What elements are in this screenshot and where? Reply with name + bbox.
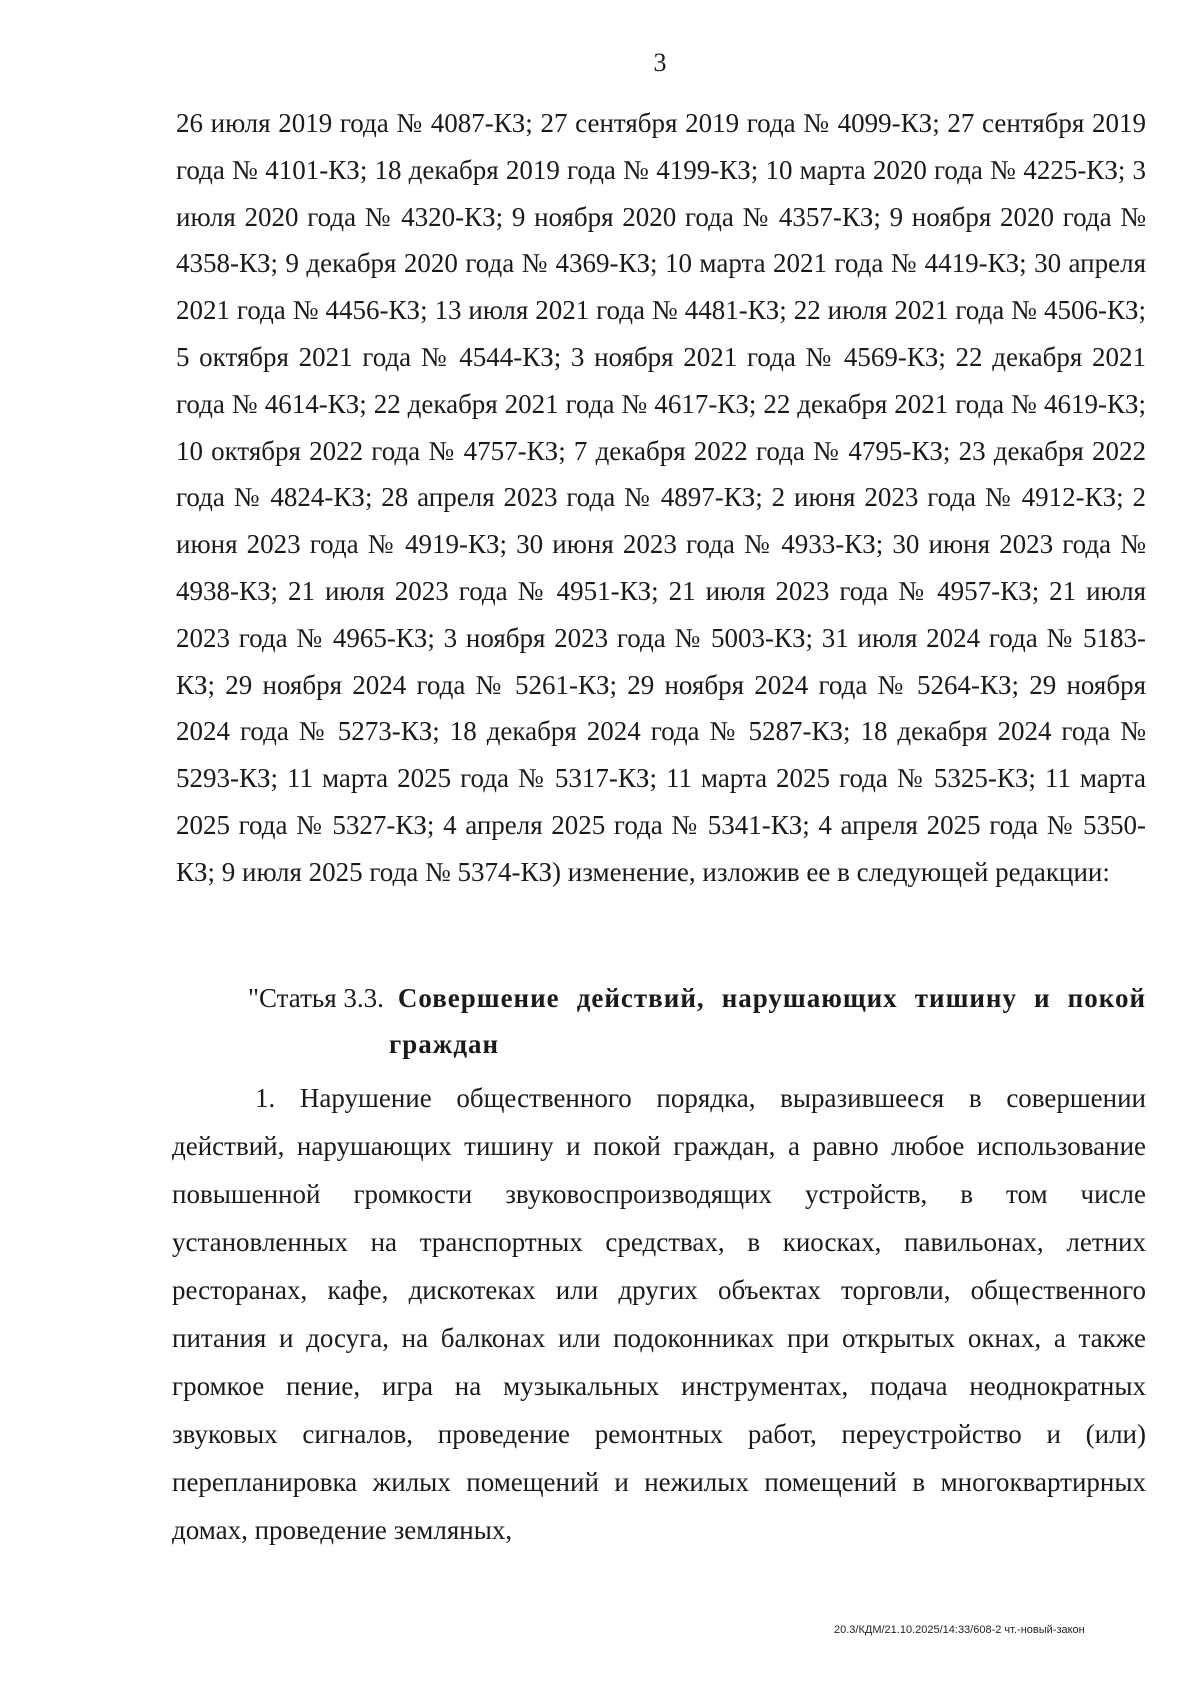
article-clause-1: 1. Нарушение общественного порядка, выразившееся в совершении действий, нарушающих тишину и покой граждан, а равно любое использование повышенной громкости звуковоспроизводящих устройств, в том числе установленных на транспортных средствах, в киосках, павильонах, летних ресторанах, кафе, дискотеках или других объектах торговли, общественного питания и досуга, на балконах или подоконниках при открытых окнах, а также громкое пение, игра на музыкальных инструментах, подача неоднократных звуковых сигналов, проведение ремонтных работ, переустройство и (или) перепланировка жилых помещений и нежилых помещений в многоквартирных домах, проведение земляных, [172, 1083, 1146, 1545]
article-heading [176, 975, 1146, 1067]
article-title-line-1: Совершение действий, нарушающих тишину и покой [397, 983, 1146, 1013]
document-footer-code: 20.3/КДМ/21.10.2025/14:33/608-2 чт.-новый-закон [834, 1624, 1085, 1636]
article-number: "Статья 3.3. [248, 983, 384, 1013]
page-number: 3 [653, 48, 667, 77]
amendments-list-paragraph [176, 100, 1146, 896]
amendments-list-text: 26 июля 2019 года № 4087-КЗ; 27 сентября 2019 года № 4099-КЗ; 27 сентября 2019 года № 4101-КЗ; 18 декабря 2019 года № 4199-КЗ; 10 марта 2020 года № 4225-КЗ; 3 июля 2020 года № 4320-КЗ; 9 ноября 2020 года № 4357-КЗ; 9 ноября 2020 года № 4358-КЗ; 9 декабря 2020 года № 4369-КЗ; 10 марта 2021 года № 4419-КЗ; 30 апреля 2021 года № 4456-КЗ; 13 июля 2021 года № 4481-КЗ; 22 июля 2021 года № 4506-КЗ; 5 октября 2021 года № 4544-КЗ; 3 ноября 2021 года № 4569-КЗ; 22 декабря 2021 года № 4614-КЗ; 22 декабря 2021 года № 4617-КЗ; 22 декабря 2021 года № 4619-КЗ; 10 октября 2022 года № 4757-КЗ; 7 декабря 2022 года № 4795-КЗ; 23 декабря 2022 года № 4824-КЗ; 28 апреля 2023 года № 4897-КЗ; 2 июня 2023 года № 4912-КЗ; 2 июня 2023 года № 4919-КЗ; 30 июня 2023 года № 4933-КЗ; 30 июня 2023 года № 4938-КЗ; 21 июля 2023 года № 4951-КЗ; 21 июля 2023 года № 4957-КЗ; 21 июля 2023 года № 4965-КЗ; 3 ноября 2023 года № 5003-КЗ; 31 июля 2024 года № 5183-КЗ; 29 ноября 2024 года № 5261-КЗ; 29 ноября 2024 года № 5264-КЗ; 29 ноября 2024 года № 5273-КЗ; 18 декабря 2024 года № 5287-КЗ; 18 декабря 2024 года № 5293-КЗ; 11 марта 2025 года № 5317-КЗ; 11 марта 2025 года № 5325-КЗ; 11 марта 2025 года № 5327-КЗ; 4 апреля 2025 года № 5341-КЗ; 4 апреля 2025 года № 5350-КЗ; 9 июля 2025 года № 5374-КЗ) изменение, изложив ее в следующей редакции: [176, 108, 1146, 887]
article-heading-row [176, 975, 1146, 1021]
article-title-line-2: граждан [389, 1029, 500, 1059]
